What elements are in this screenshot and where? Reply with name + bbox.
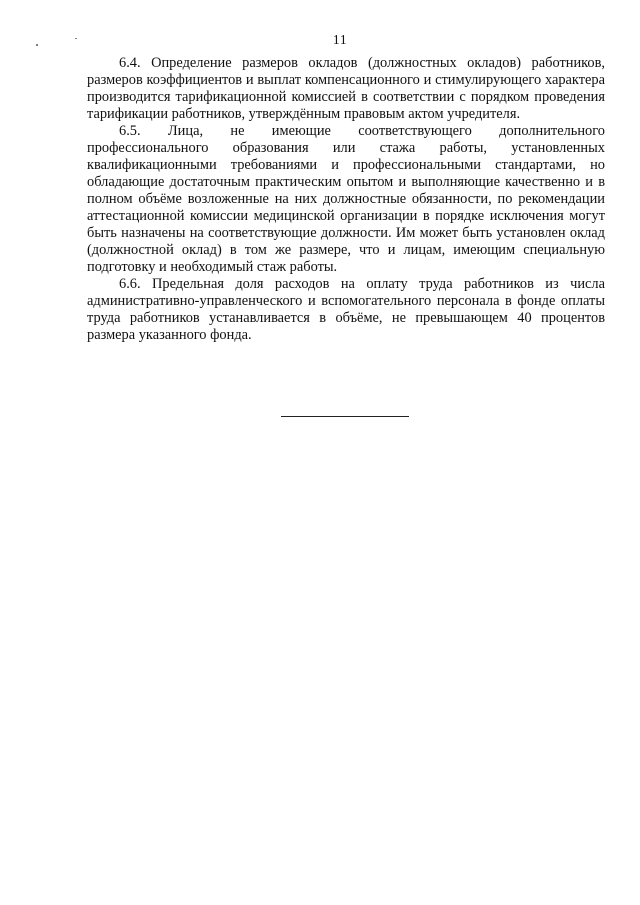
paragraph-6-4: 6.4. Определение размеров окладов (должностных окладов) работников, размеров коэффициентов и выплат компенсационного и стимулирующего характера производится тарификационной комиссией в соответствии с порядком проведения тарификации работников, утверждённым правовым актом учредителя.: [87, 55, 605, 122]
closing-divider-line: [281, 416, 409, 417]
page-number: 11: [332, 33, 348, 48]
document-body: [87, 55, 605, 344]
paragraph-6-5: 6.5. Лица, не имеющие соответствующего дополнительного профессионального образования или стажа работы, установленных квалификационными требованиями и профессиональными стандартами, но обладающие достаточным практическим опытом и выполняющие качественно и в полном объёме возложенные на них должностные обязанности, по рекомендации аттестационной комиссии медицинской организации в порядке исключения могут быть назначены на соответствующие должности. Им может быть установлен оклад (должностной оклад) в том же размере, что и лицам, имеющим специальную подготовку и необходимый стаж работы.: [87, 123, 605, 275]
paragraph-6-6: 6.6. Предельная доля расходов на оплату труда работников из числа административно-управленческого и вспомогательного персонала в фонде оплаты труда работников устанавливается в объёме, не превышающем 40 процентов размера указанного фонда.: [87, 276, 605, 343]
